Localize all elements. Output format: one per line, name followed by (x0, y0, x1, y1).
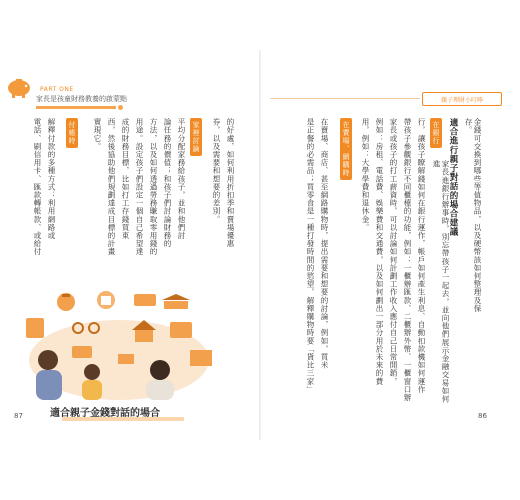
pay-text-line: 電話、刷信用卡、匯款轉帳款、或給付 (33, 118, 42, 256)
section-heading: 適合進行親子對話的場合建議 (448, 118, 458, 237)
home-text-line: 西，然後協助他們規劃達成目標的計畫 (107, 118, 116, 256)
page-number-left: 87 (14, 412, 23, 420)
family-money-illustration (14, 290, 224, 400)
header-dot (118, 105, 123, 110)
chapter-title: 家長是孩童財務教養的啟蒙點 (36, 95, 127, 103)
home-text-line: 方法，以及如何透過勞務賺取零用錢的 (149, 118, 158, 256)
shopping-icon (97, 291, 115, 309)
shop-text-line: 在賣場、商店、甚至網路購物時，提出需要和想要的討論，例如，買米 (320, 118, 329, 370)
computer-icon (170, 322, 192, 338)
piggy-bank-icon (6, 76, 32, 98)
home-text-line: 成的財務目標，比如打工存錢買東 (121, 118, 130, 240)
header-rule-right (270, 98, 420, 99)
book-gutter (259, 50, 261, 440)
bank-text-line: 家長或孩子的打工薪資時，可以討論如何計劃工作收入應付自己日常開銷， (389, 118, 398, 386)
calculator-icon (26, 318, 44, 338)
intro-text: 金錢可交換到哪些等值物品，以及硬幣該如何整理及保存。 (464, 118, 482, 313)
left-text-line: 券，以及需要和想要的差別。 (212, 118, 221, 224)
bank-text-line: 行，讓孩子瞭解錢如何在銀行運作，帳戶如何產生利息、自動扣款機如何運作 (417, 118, 426, 394)
pay-text-line: 解釋付款的多種方式：利用網路或 (47, 118, 56, 240)
bank-text-line: 家長進銀行辦事時，別忘帶孩子一起去，並向他們展示金融交易如何進 (432, 160, 450, 403)
child-figure (82, 364, 102, 400)
bank-text-line: 用，例如：大學學費和退休金。 (361, 118, 370, 232)
bank-label: 在銀行 (430, 118, 442, 148)
illustration-caption: 適合親子金錢對話的場合 (50, 408, 160, 419)
shop-label: 在賣場、網購時 (340, 118, 352, 180)
shop-text-line: 是正餐的必需品；買零食是一種打發時間的慾望，解釋購物時要「貨比三家」 (306, 118, 315, 394)
bank-icon (162, 294, 190, 309)
ticket-icon (134, 294, 156, 306)
home-text-line: 論任務的價值；和孩子們討論財務的 (163, 118, 172, 248)
page-number-right: 86 (478, 412, 487, 420)
home-label: 家裡討論 (190, 118, 202, 156)
home-text-line: 實現它。 (93, 118, 102, 151)
section-tab: 親子理財小叮嚀 (422, 92, 502, 106)
home-text-line: 用途。設定孩子們設定一個自己希望達 (135, 118, 144, 256)
money-bag-icon (57, 293, 75, 311)
bank-text-line: 例如：房租、電話費、娛樂費和交通費，以及如何劃出一部分用於未來的費 (375, 118, 384, 386)
home-text-line: 平均分配家務給孩子，並和他們討 (177, 118, 186, 240)
cart-icon (118, 354, 134, 364)
pay-label: 付帳時 (66, 118, 78, 148)
card-icon (72, 346, 92, 358)
header-rule (36, 106, 116, 109)
bank-text-line: 帶孩子參觀銀行不同櫃檯的功能，例如：一櫃辦匯款、二櫃辦外幣、一櫃窗口辦 (403, 118, 412, 402)
part-label: PART ONE (40, 86, 74, 93)
left-text-line: 的好處，如何利用折扣季和賣場優惠 (226, 118, 235, 248)
store-icon (190, 350, 212, 366)
